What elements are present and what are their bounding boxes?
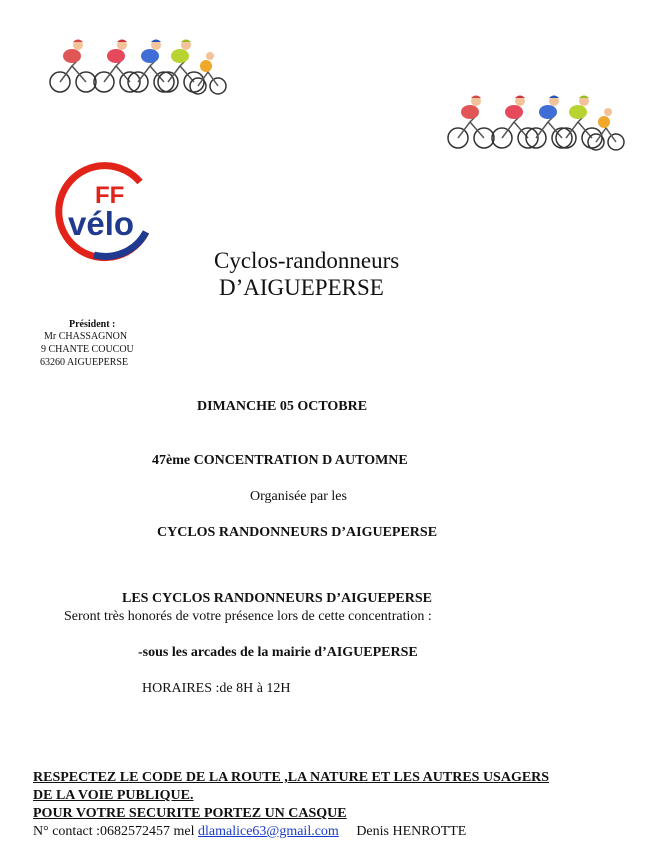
safety-notice-helmet: POUR VOTRE SECURITE PORTEZ UN CASQUE — [33, 806, 347, 821]
club-title-line1: Cyclos-randonneurs — [214, 248, 400, 273]
invite-title: LES CYCLOS RANDONNEURS D’AIGUEPERSE — [122, 591, 432, 606]
cyclist-4 — [556, 96, 602, 149]
cyclist-3 — [128, 40, 174, 93]
cyclist-5 — [190, 52, 226, 94]
cyclist-4 — [158, 40, 204, 93]
contact-email-link[interactable]: dlamalice63@gmail.com — [198, 824, 339, 839]
cyclists-illustration-left — [46, 36, 228, 96]
president-label: Président : — [69, 319, 116, 330]
cyclist-1 — [448, 96, 494, 149]
cyclist-2 — [492, 96, 538, 149]
cyclist-1 — [50, 40, 96, 93]
logo-ff-text: FF — [95, 182, 125, 209]
organised-by-text: Organisée par les — [250, 489, 347, 504]
cyclist-5 — [588, 108, 624, 150]
safety-notice-line2: DE LA VOIE PUBLIQUE. — [33, 788, 194, 803]
event-name: 47ème CONCENTRATION D AUTOMNE — [152, 453, 408, 468]
president-street: 9 CHANTE COUCOU — [41, 344, 134, 355]
club-title-line2: D’AIGUEPERSE — [219, 275, 384, 300]
president-name: Mr CHASSAGNON — [44, 331, 128, 342]
contact-name: Denis HENROTTE — [356, 824, 467, 839]
cyclist-3 — [526, 96, 572, 149]
contact-line — [33, 824, 466, 840]
safety-notice-line1: RESPECTEZ LE CODE DE LA ROUTE ,LA NATURE ET LES AUTRES USAGERS — [33, 770, 550, 785]
contact-phone: N° contact :0682572457 mel — [33, 824, 195, 839]
event-date: DIMANCHE 05 OCTOBRE — [197, 399, 368, 414]
invite-text: Seront très honorés de votre présence lors de cette concentration : — [64, 609, 432, 624]
logo-velo-text: vélo — [68, 205, 135, 242]
cyclist-2 — [94, 40, 140, 93]
event-location: -sous les arcades de la mairie d’AIGUEPERSE — [138, 645, 418, 660]
ffvelo-logo — [48, 156, 160, 262]
cyclists-illustration-right — [444, 92, 626, 152]
event-hours: HORAIRES :de 8H à 12H — [142, 681, 291, 696]
organiser-name: CYCLOS RANDONNEURS D’AIGUEPERSE — [157, 525, 438, 540]
president-city: 63260 AIGUEPERSE — [40, 357, 129, 368]
